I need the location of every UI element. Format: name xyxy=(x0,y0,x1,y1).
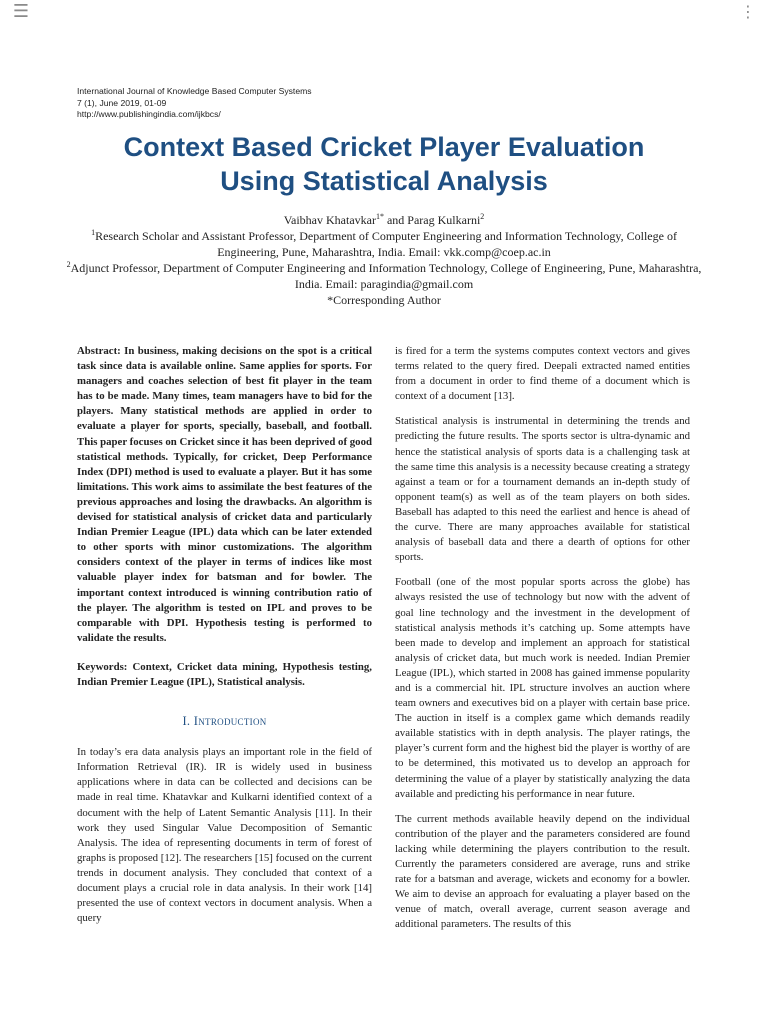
section-title: Introduction xyxy=(193,714,267,729)
affiliation-1 xyxy=(60,228,708,260)
corresponding-author: *Corresponding Author xyxy=(327,293,441,307)
section-heading-introduction xyxy=(77,714,372,729)
more-vertical-icon[interactable]: ⋮ xyxy=(740,2,756,21)
author-1: Vaibhav Khatavkar xyxy=(283,213,376,227)
affiliation-1-marker: 1 xyxy=(91,228,96,237)
affiliation-2-text: Adjunct Professor, Department of Computer Engineering and Information Technology, College of Engineering, Pune, Maharashtra, India. Email: paragindia@gmail.com xyxy=(70,261,702,291)
left-column xyxy=(77,344,372,926)
intro-paragraph: In today’s era data analysis plays an important role in the field of Information Retrieval (IR). IR is widely used in business applications where in data can be collected and decisions can be made in real time. Khatavkar and Kulkarni identified context of a document with the help of Latent Semantic Analysis [11]. In their work they used Singular Value Decomposition of Semantic Analysis. The idea of representing documents in term of forest of graphs is proposed [12]. The researchers [15] focused on the current trends in document analysis. They concluded that context of a document plays a crucial role in data analysis. In their work [14] presented the use of context vectors in document analysis. When a query xyxy=(77,746,372,925)
author-2: and Parag Kulkarni xyxy=(383,213,481,227)
paper-title xyxy=(60,130,708,198)
journal-header xyxy=(77,86,312,121)
affiliation-2 xyxy=(60,260,708,292)
affiliation-1-text: Research Scholar and Assistant Professor, Department of Computer Engineering and Information Technology, College of Engineering, Pune, Maharashtra, India. Email: vkk.comp@coep.ac.in xyxy=(95,229,677,259)
author-2-marker: 2 xyxy=(480,212,485,221)
body-paragraph-2: Statistical analysis is instrumental in determining the trends and predicting the future results. The sports sector is ultra-dynamic and hence the statistical analysis of sports data is a challenging task at the same time this analysis is a necessity because creating a strategy against a team or for a tournament demands an in-depth study of opponent team(s) as well as of the team players on both sides. Baseball has adapted to this need the earliest and hence is ahead of the curve. There are many approaches available for statistical analysis of baseball data and there a dearth of options for other sports. xyxy=(395,415,690,564)
affiliation-2-marker: 2 xyxy=(66,260,71,269)
title-line-2: Using Statistical Analysis xyxy=(220,166,548,196)
section-number: I. xyxy=(182,714,194,729)
title-line-1: Context Based Cricket Player Evaluation xyxy=(123,132,645,162)
journal-issue: 7 (1), June 2019, 01-09 xyxy=(77,97,167,108)
abstract: Abstract: In business, making decisions on the spot is a critical task since data is available online. Same applies for sports. For managers and coaches selection of best fit player in the team has to be made. Many times, team managers have to bid for the players. Many statistical methods are applied in order to evaluate a player for sports, specially, baseball, and football. This paper focuses on Cricket since it has been deprived of good statistical methods. Typically, for cricket, Deep Performance Index (DPI) method is used to evaluate a player. But it has some limitations. This work aims to assimilate the best features of the previous approaches and losing the drawbacks. An algorithm is devised for statistical analysis of cricket data and particularly Indian Premier League (IPL) data which can be later extended to other sports with minor customizations. The algorithm considers context of the player in terms of indices like most valuable player index for batsman and for bowler. The important context introduced is winning contribution ratio of the player. The algorithm is tested on IPL and proves to be comparable with DPI. Hypothesis testing is performed to validate the results. xyxy=(77,345,372,644)
body-paragraph-1: is fired for a term the systems computes context vectors and gives terms related to the query fired. Deepali extracted named entities from a document in order to find theme of a document which is context of a document [13]. xyxy=(395,345,690,403)
author-line xyxy=(60,212,708,228)
journal-url[interactable]: http://www.publishingindia.com/ijkbcs/ xyxy=(77,109,221,119)
journal-name: International Journal of Knowledge Based Computer Systems xyxy=(77,86,312,96)
body-paragraph-4: The current methods available heavily depend on the individual contribution of the player and the parameters considered are found lacking while determining the players contribution to the result. Currently the parameters considered are average, runs and strike rate for a batsman and average, wickets and economy for a bowler. We aim to devise an approach for evaluating a player based on the venue of match, overall average, current season average and additional parameters. The results of this xyxy=(395,812,690,931)
right-column xyxy=(395,344,690,932)
body-paragraph-3: Football (one of the most popular sports across the globe) has always resisted the use of technology but now with the advent of goal line technology and the investment in the development of statistical analysis methods it’s catching up. Some attempts have been made to develop and implement an approach for statistical analysis of cricket data, but much work is needed. Indian Premier League (IPL), which started in 2008 has gained immense popularity and is a commercial hit. IPL structure involves an auction where team owners and executives bid on a player with certain base price. The auction in itself is a complex game which demands readily available statistics with in depth analysis. The player ratings, the player’s current form and the highest bid the player is worthy of are to be determined, this motivated us to develop an approach for determining the value of a player by statistically analyzing the data available and predicting his performance in near future. xyxy=(395,576,690,800)
hamburger-menu-icon[interactable]: ☰ xyxy=(12,1,30,22)
author-block xyxy=(60,212,708,308)
keywords: Keywords: Context, Cricket data mining, Hypothesis testing, Indian Premier League (IPL), Statistical analysis. xyxy=(77,660,372,688)
author-1-marker: 1* xyxy=(375,212,384,221)
